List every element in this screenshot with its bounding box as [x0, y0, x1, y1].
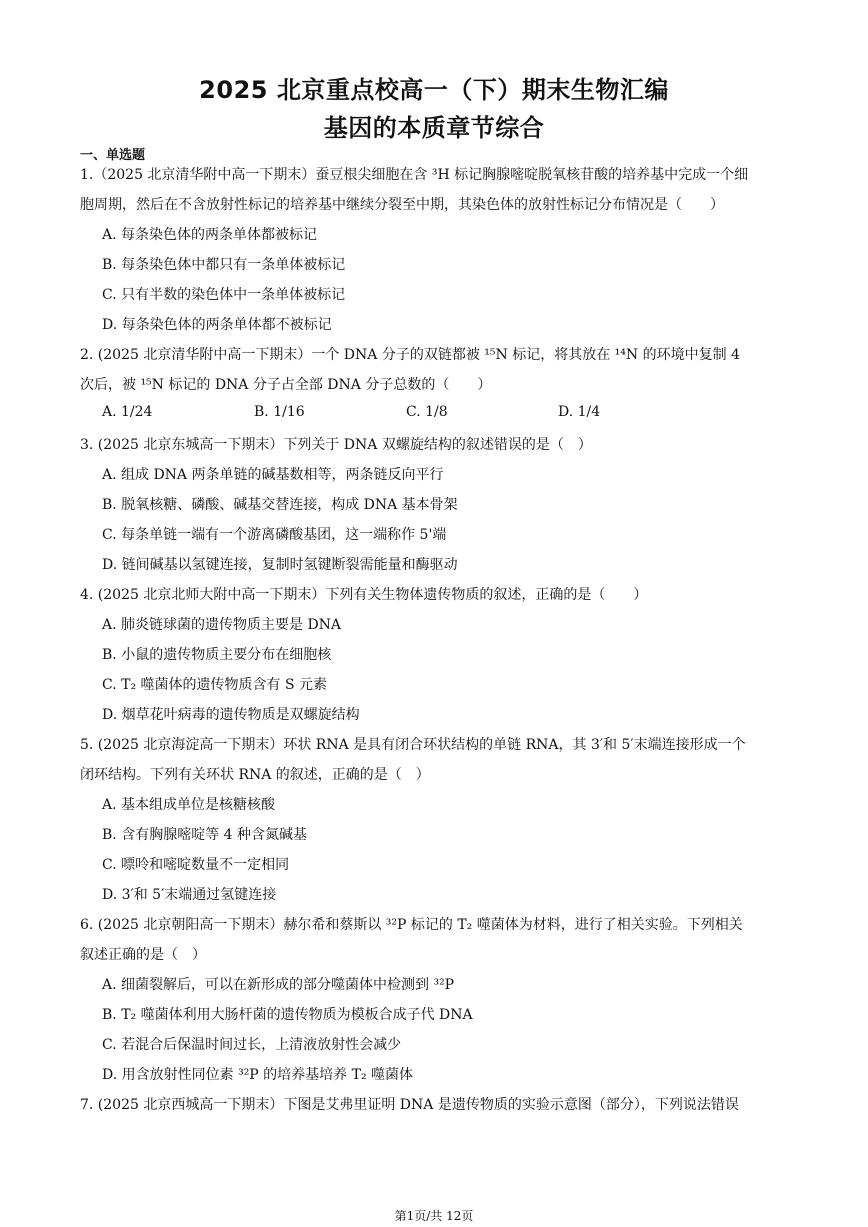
question-4-line-1: 4. (2025 北京北师大附中高一下期末）下列有关生物体遗传物质的叙述，正确的是（ ） — [80, 587, 648, 603]
question-7-line-1: 7. (2025 北京西城高一下期末）下图是艾弗里证明 DNA 是遗传物质的实验示意图（部分），下列说法错误 — [80, 1097, 739, 1113]
question-5-option-a: A. 基本组成单位是核糖核酸 — [102, 797, 276, 813]
question-1-option-d: D. 每条染色体的两条单体都不被标记 — [102, 317, 332, 333]
question-1-line-2: 胞周期，然后在不含放射性标记的培养基中继续分裂至中期，其染色体的放射性标记分布情况是（ ） — [80, 197, 724, 213]
section-heading: 一、单选题 — [80, 148, 146, 163]
question-1-option-c: C. 只有半数的染色体中一条单体被标记 — [102, 287, 346, 303]
question-2-option-d: D. 1/4 — [558, 404, 601, 420]
question-4-option-a: A. 肺炎链球菌的遗传物质主要是 DNA — [102, 617, 342, 633]
question-4-option-c: C. T₂ 噬菌体的遗传物质含有 S 元素 — [102, 677, 328, 693]
question-2-option-a: A. 1/24 — [102, 404, 153, 420]
page-indicator: 第1页/共 12页 — [394, 1209, 474, 1223]
question-5-line-1: 5. (2025 北京海淀高一下期末）环状 RNA 是具有闭合环状结构的单链 RNA，其 3′和 5′末端连接形成一个 — [80, 737, 746, 753]
question-1-option-a: A. 每条染色体的两条单体都被标记 — [102, 227, 318, 243]
document-subtitle: 基因的本质章节综合 — [323, 114, 545, 142]
question-1-option-b: B. 每条染色体中都只有一条单体被标记 — [102, 257, 346, 273]
question-2-line-2: 次后，被 ¹⁵N 标记的 DNA 分子占全部 DNA 分子总数的（ ） — [80, 377, 492, 393]
question-5-line-2: 闭环结构。下列有关环状 RNA 的叙述，正确的是（ ） — [80, 767, 430, 783]
document-title: 2025 北京重点校高一（下）期末生物汇编 — [199, 76, 669, 104]
question-6-option-c: C. 若混合后保温时间过长，上清液放射性会减少 — [102, 1037, 402, 1053]
question-3-option-a: A. 组成 DNA 两条单链的碱基数相等，两条链反向平行 — [102, 467, 444, 483]
question-4-option-d: D. 烟草花叶病毒的遗传物质是双螺旋结构 — [102, 707, 360, 723]
question-2-option-c: C. 1/8 — [406, 404, 448, 420]
question-2-options — [102, 404, 710, 420]
question-4-option-b: B. 小鼠的遗传物质主要分布在细胞核 — [102, 647, 332, 663]
question-6-option-a: A. 细菌裂解后，可以在新形成的部分噬菌体中检测到 ³²P — [102, 977, 455, 993]
question-3-option-b: B. 脱氧核糖、磷酸、碱基交替连接，构成 DNA 基本骨架 — [102, 497, 458, 513]
question-5-option-b: B. 含有胸腺嘧啶等 4 种含氮碱基 — [102, 827, 307, 843]
question-6-option-d: D. 用含放射性同位素 ³²P 的培养基培养 T₂ 噬菌体 — [102, 1067, 414, 1083]
question-5-option-d: D. 3′和 5′末端通过氢键连接 — [102, 887, 277, 903]
question-2-option-b: B. 1/16 — [254, 404, 305, 420]
question-3-option-c: C. 每条单链一端有一个游离磷酸基团，这一端称作 5'端 — [102, 527, 447, 543]
question-6-line-2: 叙述正确的是（ ） — [80, 947, 206, 963]
question-1-line-1: 1.（2025 北京清华附中高一下期末）蚕豆根尖细胞在含 ³H 标记胸腺嘧啶脱氧核苷酸的培养基中完成一个细 — [80, 167, 749, 183]
question-2-line-1: 2. (2025 北京清华附中高一下期末）一个 DNA 分子的双链都被 ¹⁵N 标记，将其放在 ¹⁴N 的环境中复制 4 — [80, 347, 740, 363]
question-3-line-1: 3. (2025 北京东城高一下期末）下列关于 DNA 双螺旋结构的叙述错误的是（ ） — [80, 437, 592, 453]
question-5-option-c: C. 嘌呤和嘧啶数量不一定相同 — [102, 857, 290, 873]
question-6-option-b: B. T₂ 噬菌体利用大肠杆菌的遗传物质为模板合成子代 DNA — [102, 1007, 473, 1023]
question-6-line-1: 6. (2025 北京朝阳高一下期末）赫尔希和蔡斯以 ³²P 标记的 T₂ 噬菌体为材料，进行了相关实验。下列相关 — [80, 917, 743, 933]
question-3-option-d: D. 链间碱基以氢键连接，复制时氢键断裂需能量和酶驱动 — [102, 557, 458, 573]
